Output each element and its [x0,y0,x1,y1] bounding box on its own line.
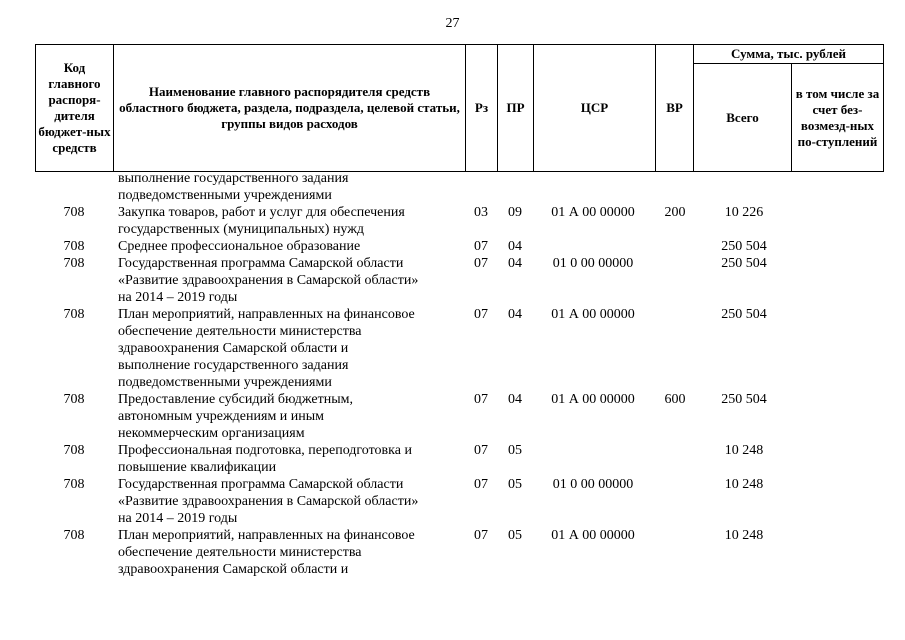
row-total: 10 226 [724,205,764,220]
row-total: 250 504 [721,392,767,407]
row-csr: 01 А 00 00000 [551,205,635,220]
table-row [35,442,883,476]
row-code: 708 [63,205,85,220]
row-code: 708 [63,443,85,458]
row-rz: 07 [474,307,488,322]
table-header [35,44,884,172]
row-code: 708 [63,392,85,407]
row-total: 250 504 [721,256,767,271]
header-rz: Рз [466,45,498,172]
row-pr: 05 [508,443,522,458]
row-pr: 04 [508,239,522,254]
header-total: Всего [694,64,792,172]
row-name: Предоставление субсидий бюджетным, автономным учреждениям и иным некоммерческим организациям [118,392,354,441]
row-csr: 01 0 00 00000 [552,477,634,492]
header-incl: в том числе за счет без-возмезд-ных по-ступлений [792,64,884,172]
table-row [35,204,883,238]
table-row [35,255,883,306]
row-total: 10 248 [724,443,764,458]
row-total: 250 504 [721,307,767,322]
row-pr: 05 [508,528,522,543]
table-row [35,238,883,255]
row-pr: 04 [508,307,522,322]
row-code: 708 [63,528,85,543]
row-name: Среднее профессиональное образование [118,239,361,254]
row-rz: 07 [474,528,488,543]
row-pr: 05 [508,477,522,492]
row-rz: 07 [474,477,488,492]
row-total: 10 248 [724,528,764,543]
header-name: Наименование главного распорядителя средств областного бюджета, раздела, подраздела, целевой статьи, группы видов расходов [114,45,466,172]
row-rz: 07 [474,392,488,407]
row-name: Профессиональная подготовка, переподготовка и повышение квалификации [118,443,412,475]
row-rz: 07 [474,256,488,271]
row-vr: 200 [664,205,686,220]
header-code: Код главного распоря-дителя бюджет-ных средств [36,45,114,172]
row-csr: 01 А 00 00000 [551,528,635,543]
row-rz: 07 [474,239,488,254]
row-name: Закупка товаров, работ и услуг для обеспечения государственных (муниципальных) нужд [118,205,405,237]
row-code: 708 [63,239,85,254]
row-total: 10 248 [724,477,764,492]
table-body [35,170,883,578]
header-vr: ВР [656,45,694,172]
table-row [35,391,883,442]
row-pr: 04 [508,256,522,271]
row-name: Государственная программа Самарской области «Развитие здравоохранения в Самарской области» на 2014 – 2019 годы [118,477,419,526]
row-pr: 09 [508,205,522,220]
table-row [35,306,883,391]
row-pr: 04 [508,392,522,407]
row-csr: 01 А 00 00000 [551,307,635,322]
header-csr: ЦСР [534,45,656,172]
header-sum: Сумма, тыс. рублей [694,45,884,64]
table-row [35,527,883,578]
table-row [35,476,883,527]
row-rz: 03 [474,205,488,220]
table-row [35,170,883,204]
row-total: 250 504 [721,239,767,254]
row-csr: 01 0 00 00000 [552,256,634,271]
row-code: 708 [63,307,85,322]
row-name: Государственная программа Самарской области «Развитие здравоохранения в Самарской области» на 2014 – 2019 годы [118,256,419,305]
row-rz: 07 [474,443,488,458]
row-vr: 600 [664,392,686,407]
page-number: 27 [445,16,460,31]
header-pr: ПР [498,45,534,172]
row-name: План мероприятий, направленных на финансовое обеспечение деятельности министерства здравоохранения Самарской области и [118,528,415,577]
row-name: выполнение государственного задания подведомственными учреждениями [118,171,349,203]
row-csr: 01 А 00 00000 [551,392,635,407]
row-name: План мероприятий, направленных на финансовое обеспечение деятельности министерства здравоохранения Самарской области и выполнение государственного задания подведомственными учреждениями [118,307,415,390]
row-code: 708 [63,256,85,271]
row-code: 708 [63,477,85,492]
